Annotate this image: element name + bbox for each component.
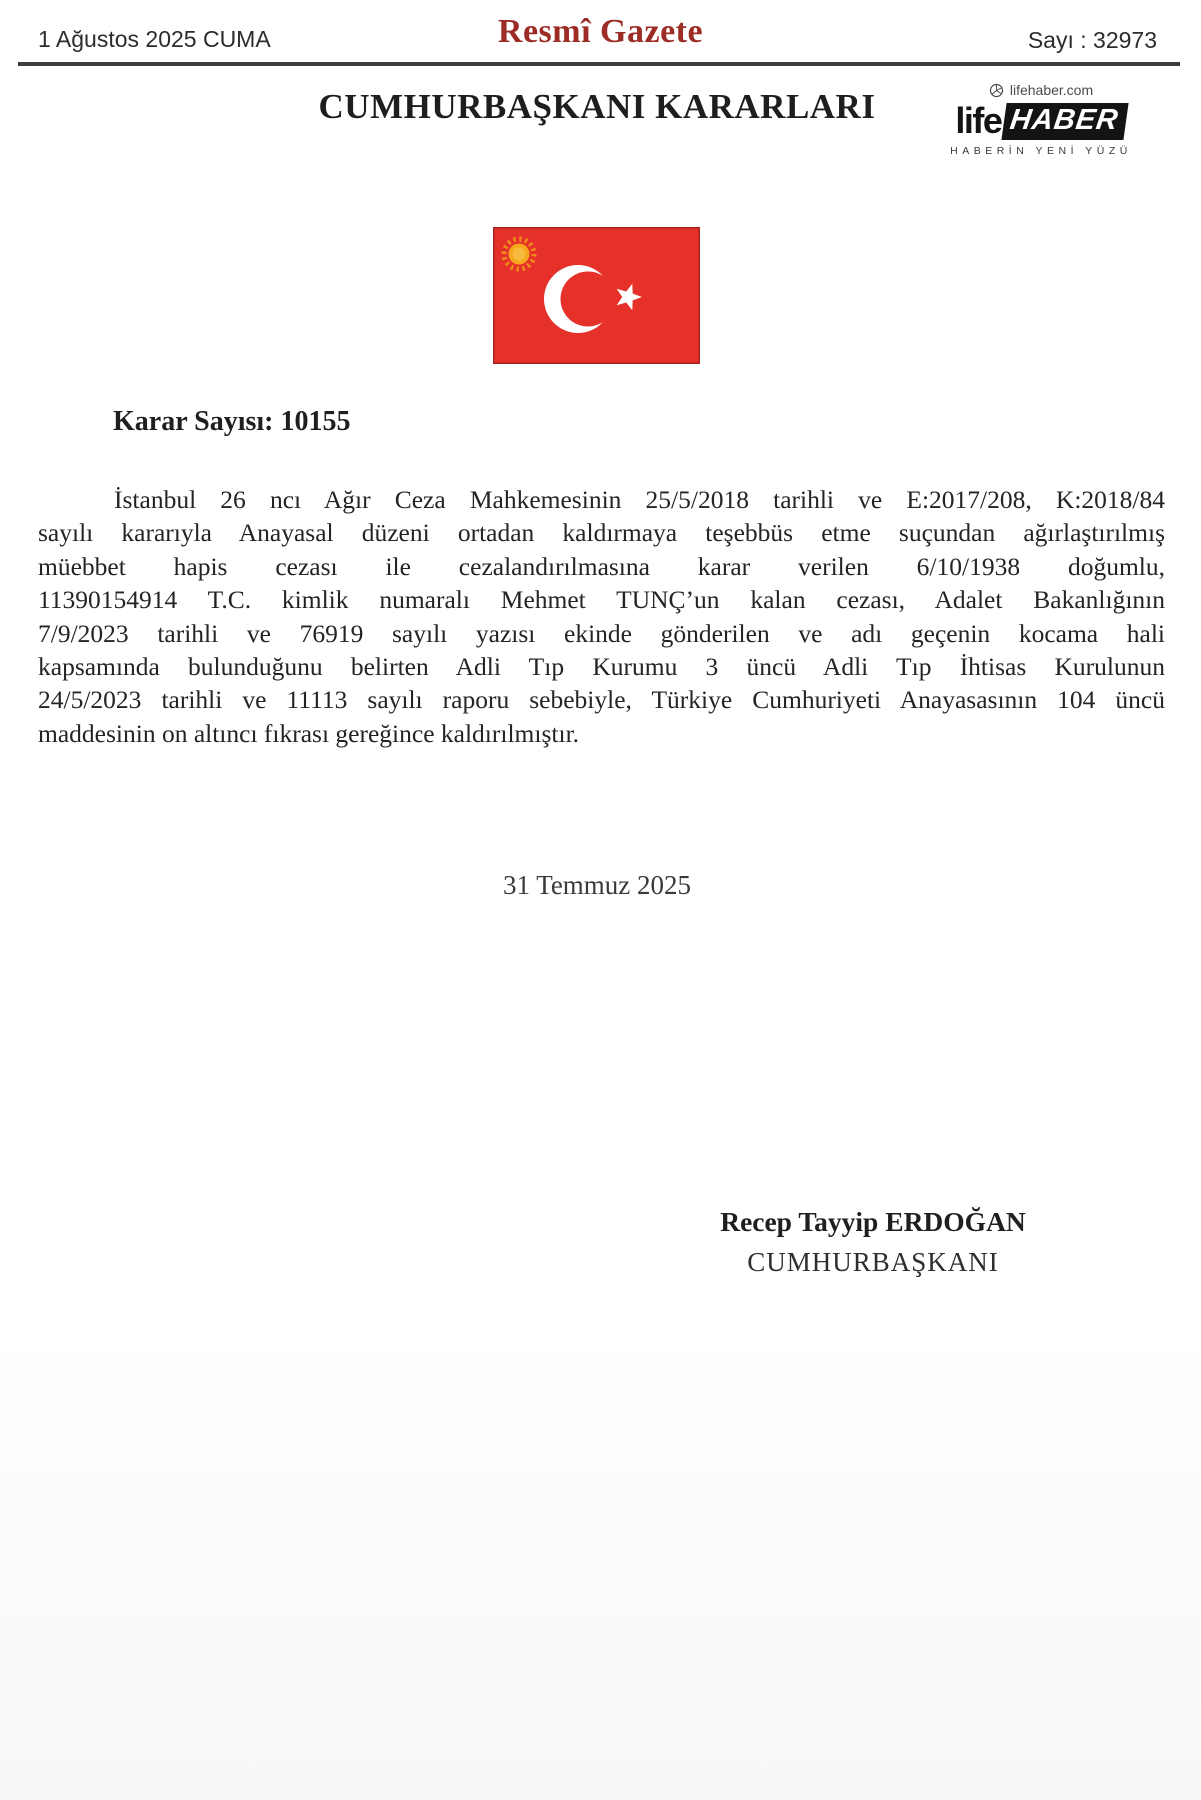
body-line: kapsamında bulunduğunu belirten Adli Tıp Kurumu 3 üncü Adli Tıp İhtisas Kurulunun (38, 652, 1165, 682)
body-line: müebbet hapis cezası ile cezalandırılmasına karar verilen 6/10/1938 doğumlu, (38, 551, 1165, 581)
brand-haber-block: HABER (1002, 103, 1129, 140)
turkish-presidential-flag (493, 227, 700, 364)
gazette-issue-number: Sayı : 32973 (1027, 27, 1157, 53)
decision-date: 31 Temmuz 2025 (502, 870, 692, 900)
president-name: Recep Tayyip ERDOĞAN (720, 1206, 1026, 1237)
body-line: sayılı kararıyla Anayasal düzeni ortadan kaldırmaya teşebbüs etme suçundan ağırlaştırılmış (38, 518, 1165, 548)
crescent-inner (561, 272, 616, 327)
aperture-icon (989, 83, 1004, 98)
brand-life-text: life (955, 100, 1002, 141)
header-divider (18, 62, 1180, 66)
lifehaber-watermark (948, 82, 1134, 157)
watermark-brand (948, 100, 1134, 142)
watermark-tagline: HABERİN YENİ YÜZÜ (950, 145, 1132, 157)
body-line: İstanbul 26 ncı Ağır Ceza Mahkemesinin 25/5/2018 tarihli ve E:2017/208, K:2018/84 (114, 485, 1165, 514)
document-title: CUMHURBAŞKANI KARARLARI (318, 87, 876, 126)
decision-number: Karar Sayısı: 10155 (113, 406, 351, 437)
gazette-title: Resmî Gazete (497, 13, 704, 50)
president-title: CUMHURBAŞKANI (747, 1247, 999, 1277)
body-line: 11390154914 T.C. kimlik numaralı Mehmet TUNÇ’un kalan cezası, Adalet Bakanlığının (38, 585, 1165, 615)
signature-block (673, 1206, 1073, 1278)
body-line: 24/5/2023 tarihli ve 11113 sayılı raporu sebebiyle, Türkiye Cumhuriyeti Anayasasının 104 üncü (38, 685, 1165, 715)
body-line: 7/9/2023 tarihli ve 76919 sayılı yazısı ekinde gönderilen ve adı geçenin kocama hali (38, 618, 1165, 648)
body-line: maddesinin on altıncı fıkrası gereğince kaldırılmıştır. (38, 718, 580, 748)
watermark-site-url: lifehaber.com (1009, 82, 1094, 98)
gazette-date: 1 Ağustos 2025 CUMA (38, 26, 271, 52)
watermark-site-row (948, 82, 1134, 98)
decision-body (38, 483, 1165, 750)
